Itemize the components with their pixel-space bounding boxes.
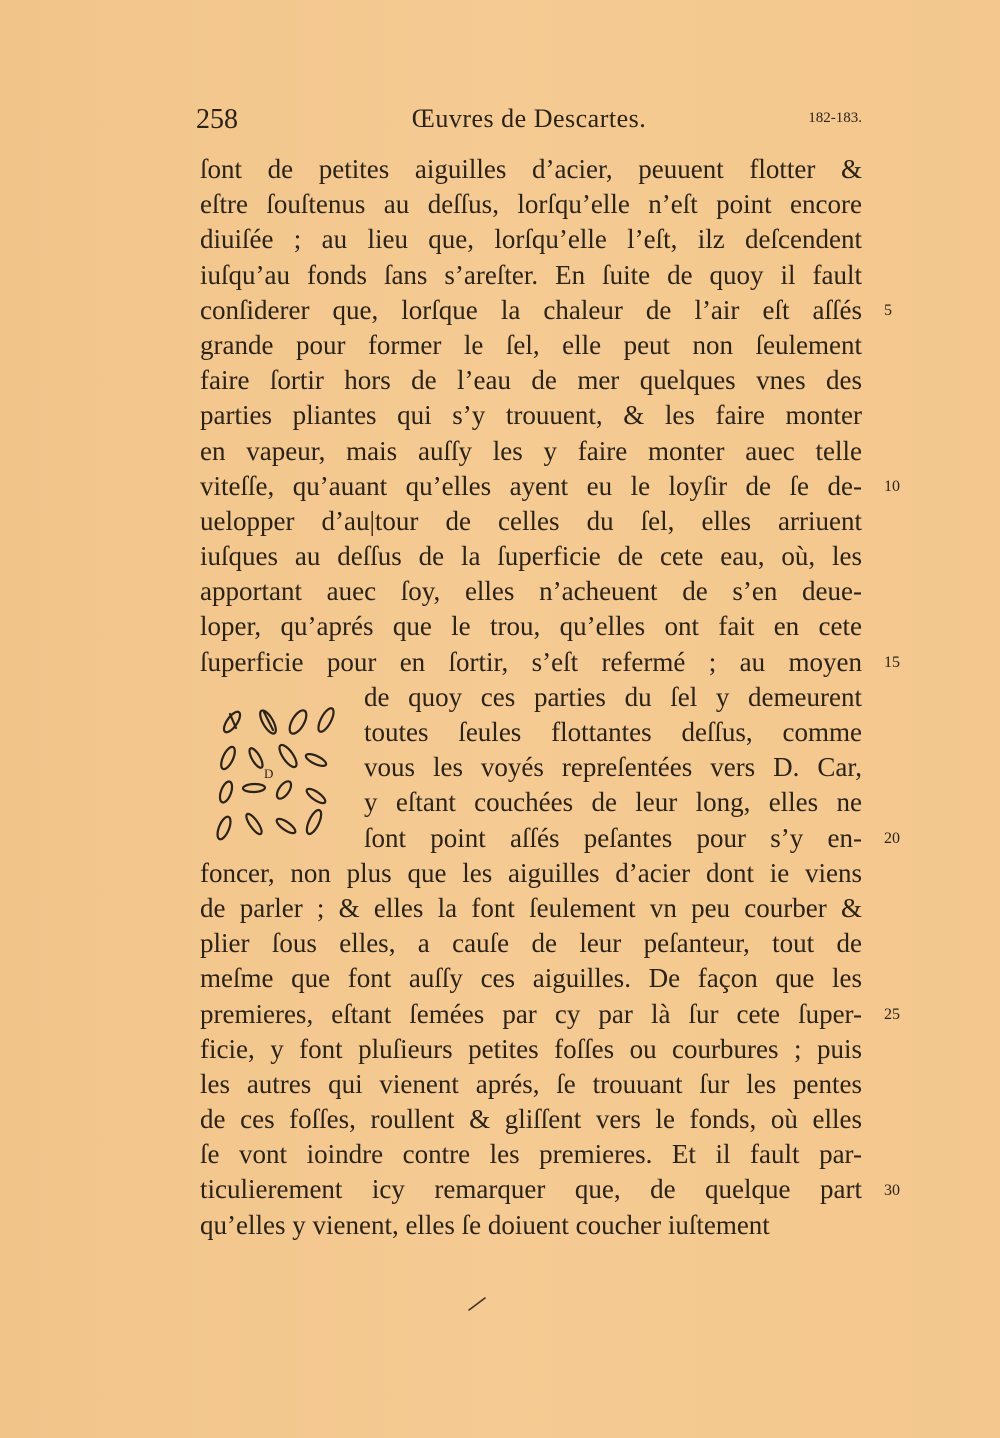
- text-line: foncer, non plus que les aiguilles d’acier dont ie viens: [200, 857, 862, 888]
- text-line: iuſques au deſſus de la ſuperficie de cete eau, où, les: [200, 541, 862, 572]
- text-line: grande pour former le ſel, elle peut non ſeulement: [200, 329, 862, 360]
- figure-label: D: [264, 766, 274, 781]
- text-line: de quoy ces parties du ſel y demeurent: [364, 681, 862, 712]
- running-title: Œuvres de Descartes.: [411, 104, 647, 133]
- margin-line-number: 30: [884, 1182, 900, 1199]
- text-line: ſuperficie pour en ſortir, s’eſt refermé ; au moyen: [200, 646, 862, 677]
- text-line: ticulierement icy remarquer que, de quelque part: [200, 1174, 862, 1205]
- page-number: 258: [196, 104, 238, 135]
- text-line: apportant auec ſoy, elles n’acheuent de s’en deue-: [200, 576, 862, 607]
- text-line: meſme que font auſſy ces aiguilles. De façon que les: [200, 963, 862, 994]
- text-line: diuiſée ; au lieu que, lorſqu’elle l’eſt, ilz deſcendent: [200, 224, 862, 255]
- margin-line-number: 25: [884, 1006, 900, 1023]
- signature-mark-icon: [466, 1296, 488, 1312]
- text-line: les autres qui vienent aprés, ſe trouuant ſur les pentes: [200, 1068, 862, 1099]
- text-line: ficie, y font pluſieurs petites foſſes ou courbures ; puis: [200, 1033, 862, 1064]
- text-line: premieres, eſtant ſemées par cy par là ſur cete ſuper-: [200, 998, 862, 1029]
- page-header: [196, 104, 862, 138]
- margin-line-number: 10: [884, 478, 900, 495]
- text-line: ſont de petites aiguilles d’acier, peuuent flotter &: [200, 154, 862, 184]
- text-line: ſont point aſſés peſantes pour s’y en-: [364, 822, 862, 853]
- text-line: qu’elles y vienent, elles ſe doiuent coucher iuſtement: [200, 1209, 770, 1240]
- margin-line-number: 20: [884, 830, 900, 847]
- text-line: faire ſortir hors de l’eau de mer quelques vnes des: [200, 365, 862, 396]
- text-line: ſe vont ioindre contre les premieres. Et il fault par-: [200, 1139, 862, 1170]
- text-line: viteſſe, qu’auant qu’elles ayent eu le loyſir de ſe de-: [200, 470, 862, 501]
- salt-particles-icon: [210, 692, 346, 842]
- text-line: conſiderer que, lorſque la chaleur de l’air eſt aſſés: [200, 294, 862, 325]
- text-line: vous les voyés repreſentées vers D. Car,: [364, 752, 862, 783]
- text-line: eſtre ſouſtenus au deſſus, lorſqu’elle n’eſt point encore: [200, 189, 862, 220]
- text-line: y eſtant couchées de leur long, elles ne: [364, 787, 862, 818]
- text-line: de ces foſſes, roullent & gliſſent vers le fonds, où elles: [200, 1104, 862, 1135]
- salt-particles-figure: [210, 692, 346, 842]
- margin-line-number: 15: [884, 654, 900, 671]
- text-line: en vapeur, mais auſſy les y faire monter auec telle: [200, 435, 862, 466]
- text-line: iuſqu’au fonds ſans s’areſter. En ſuite de quoy il fault: [200, 259, 862, 290]
- page-reference: 182-183.: [808, 110, 862, 126]
- text-line: uelopper d’au|tour de celles du ſel, elles arriuent: [200, 505, 862, 536]
- margin-line-number: 5: [884, 302, 892, 319]
- text-line: loper, qu’aprés que le trou, qu’elles ont fait en cete: [200, 611, 862, 642]
- text-line: toutes ſeules flottantes deſſus, comme: [364, 717, 862, 747]
- text-line: plier ſous elles, a cauſe de leur peſanteur, tout de: [200, 928, 862, 959]
- text-line: de parler ; & elles la font ſeulement vn peu courber &: [200, 892, 862, 923]
- text-line: parties pliantes qui s’y trouuent, & les faire monter: [200, 400, 862, 431]
